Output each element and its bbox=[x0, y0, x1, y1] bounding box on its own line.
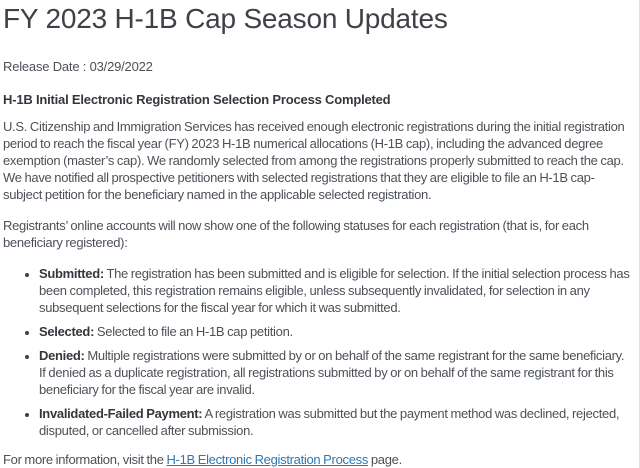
list-item-denied bbox=[39, 347, 633, 398]
release-date: Release Date : 03/29/2022 bbox=[3, 59, 153, 74]
status-term-selected: Selected: bbox=[39, 324, 95, 339]
status-description-invalidated-failed-payment: A registration was submitted but the payment method was declined, rejected, disputed, or cancelled after submission. bbox=[39, 406, 620, 438]
list-item-invalidated-failed-payment bbox=[39, 405, 633, 439]
h1b-electronic-registration-process-link[interactable]: H-1B Electronic Registration Process bbox=[166, 452, 369, 467]
status-description-denied: Multiple registrations were submitted by or on behalf of the same registrant for the same beneficiary. If denied as a duplicate registration, all registrations submitted by or on behalf of the same registrant for this beneficiary for the fiscal year are invalid. bbox=[39, 348, 625, 397]
page-title: FY 2023 H-1B Cap Season Updates bbox=[3, 3, 448, 34]
footer-prefix: For more information, visit the bbox=[3, 452, 167, 467]
status-term-denied: Denied: bbox=[39, 348, 85, 363]
status-description-submitted: The registration has been submitted and is eligible for selection. If the initial selection process has been completed, this registration remains eligible, unless subsequently invalidated, for selection in any subsequent selections for the fiscal year for which it was submitted. bbox=[39, 266, 630, 315]
intro-paragraph: U.S. Citizenship and Immigration Services has received enough electronic registrations during the initial registration period to reach the fiscal year (FY) 2023 H-1B numerical allocations (H-1B cap), including the advanced degree exemption (master’s cap). We randomly selected from among the registrations properly submitted to reach the cap. We have notified all prospective petitioners with selected registrations that they are eligible to file an H-1B cap-subject petition for the beneficiary named in the applicable selected registration. bbox=[3, 119, 625, 202]
status-term-invalidated-failed-payment: Invalidated-Failed Payment: bbox=[39, 406, 203, 421]
footer-suffix: page. bbox=[368, 452, 402, 467]
status-list bbox=[3, 265, 633, 439]
status-term-submitted: Submitted: bbox=[39, 266, 104, 281]
statuses-intro-paragraph: Registrants’ online accounts will now show one of the following statuses for each registration (that is, for each beneficiary registered): bbox=[3, 218, 589, 250]
list-item-selected bbox=[39, 323, 633, 340]
section-heading: H-1B Initial Electronic Registration Selection Process Completed bbox=[3, 92, 391, 107]
list-item-submitted bbox=[39, 265, 633, 316]
status-description-selected: Selected to file an H-1B cap petition. bbox=[94, 324, 293, 339]
footer-line bbox=[3, 451, 633, 468]
